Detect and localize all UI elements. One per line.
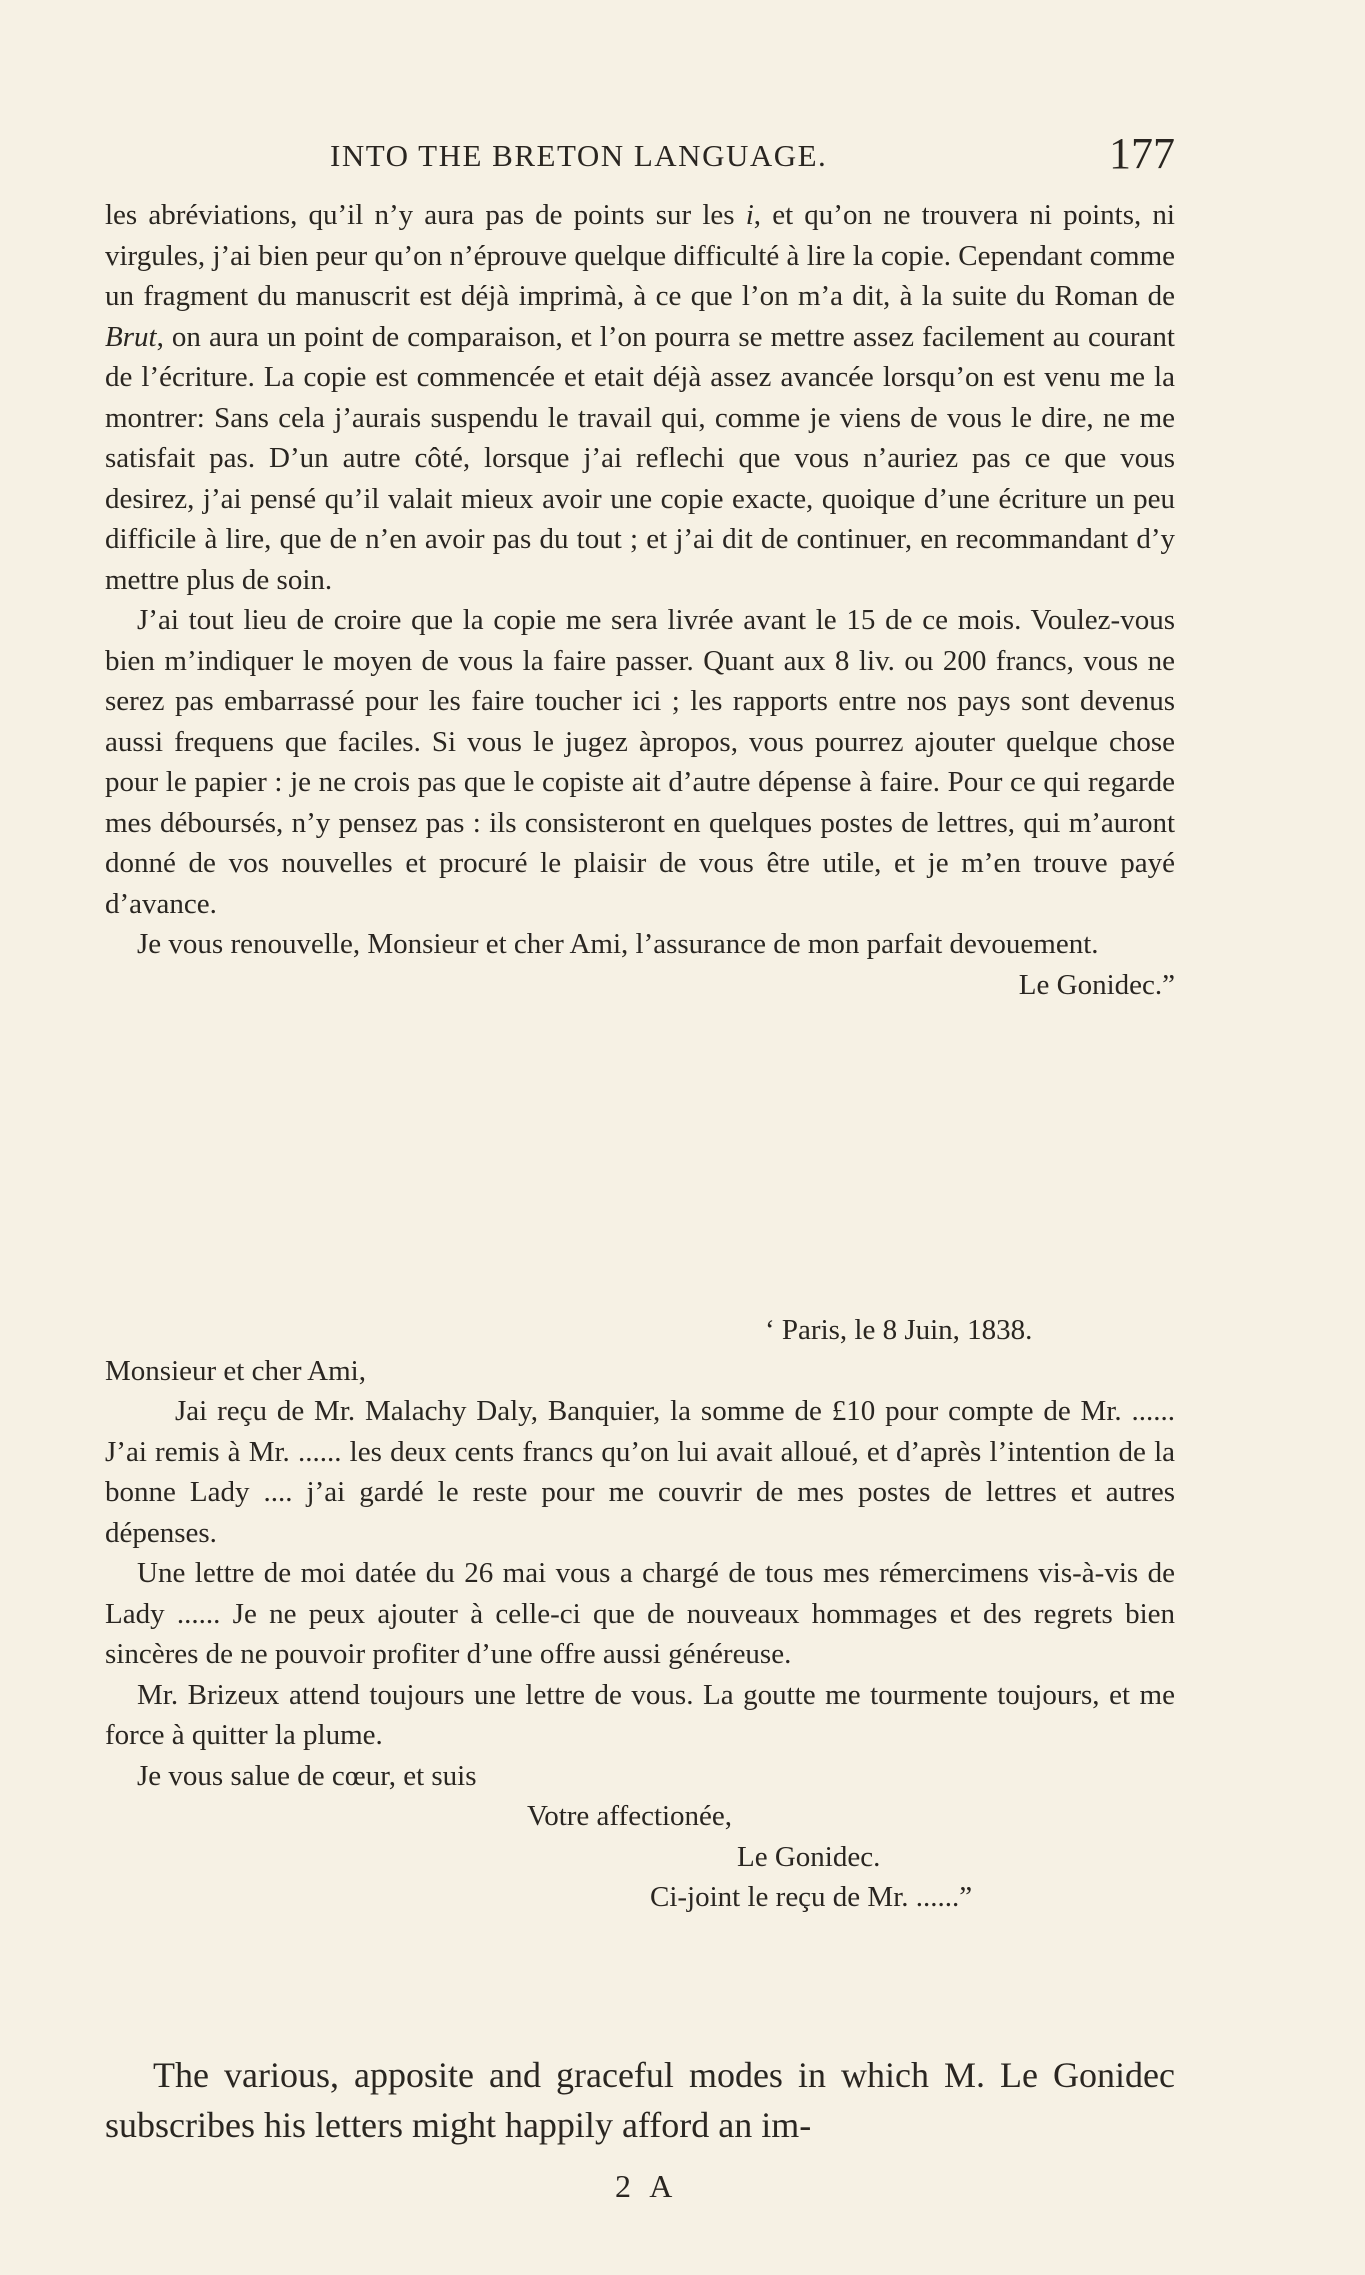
signature-mark: 2 A bbox=[615, 2168, 679, 2204]
page-number: 177 bbox=[1109, 129, 1175, 178]
dateline: ‘ Paris, le 8 Juin, 1838. bbox=[765, 1314, 1033, 1346]
paragraph: Jai reçu de Mr. Malachy Daly, Banquier, la somme de £10 pour compte de Mr. ...... J’ai remis à Mr. ...... les deux cents francs qu’on lui avait alloué, et d’après l’intention de la bonne Lady .... j’ai gardé le reste pour me couvrir de mes postes de lettres et autres dépenses. bbox=[105, 1395, 1175, 1549]
paragraph: Mr. Brizeux attend toujours une lettre de vous. La goutte me tourmente toujours, et me force à quitter la plume. bbox=[105, 1678, 1175, 1751]
letter-signature: Le Gonidec.” bbox=[1018, 968, 1175, 1001]
sign-line: Ci-joint le reçu de Mr. ......” bbox=[650, 1881, 973, 1913]
sign-line: Le Gonidec. bbox=[737, 1840, 881, 1873]
page-header bbox=[105, 128, 1175, 178]
running-head: INTO THE BRETON LANGUAGE. bbox=[330, 138, 828, 173]
narrative-paragraph bbox=[105, 2050, 1175, 2150]
sign-line: Votre affectionée, bbox=[527, 1800, 733, 1832]
paragraph: les abréviations, qu’il n’y aura pas de points sur les i, et qu’on ne trouvera ni points, ni virgules, j’ai bien peur qu’on n’éprouve quelque difficulté à lire la copie. Cependant comme un fragment du manuscrit est déjà imprimà, à ce que l’on m’a dit, à la suite du Roman de Brut, on aura un point de comparaison, et l’on pourra se mettre assez facilement au courant de l’écriture. La copie est commencée et etait déjà assez avancée lorsqu’on est venu me la montrer: Sans cela j’aurais suspendu le travail qui, comme je viens de vous le dire, ne me satisfait pas. D’un autre côté, lorsque j’ai reflechi que vous n’auriez pas ce que vous desirez, j’ai pensé qu’il valait mieux avoir une copie exacte, quoique d’une écriture un peu difficile à lire, que de n’en avoir pas du tout ; et j’ai dit de continuer, en recommandant d’y mettre plus de soin. bbox=[105, 199, 1175, 596]
paragraph: Je vous renouvelle, Monsieur et cher Ami, l’assurance de mon parfait devouement. bbox=[137, 928, 1099, 960]
paragraph: The various, apposite and graceful modes in which M. Le Gonidec subscribes his letters might happily afford an im- bbox=[105, 2055, 1175, 2145]
paragraph: J’ai tout lieu de croire que la copie me sera livrée avant le 15 de ce mois. Voulez-vous bien m’indiquer le moyen de vous la faire passer. Quant aux 8 liv. ou 200 francs, vous ne serez pas embarrassé pour les faire toucher ici ; les rapports entre nos pays sont devenus aussi frequens que faciles. Si vous le jugez àpropos, vous pourrez ajouter quelque chose pour le papier : je ne crois pas que le copiste ait d’autre dépense à faire. Pour ce qui regarde mes déboursés, n’y pensez pas : ils consisteront en quelques postes de lettres, qui m’auront donné de vos nouvelles et procuré le plaisir de vous être utile, et je m’en trouve payé d’avance. bbox=[105, 604, 1175, 920]
letter-paris bbox=[105, 1310, 1175, 1918]
salutation: Monsieur et cher Ami, bbox=[105, 1354, 366, 1387]
closing: Je vous salue de cœur, et suis bbox=[137, 1759, 477, 1792]
paragraph: Une lettre de moi datée du 26 mai vous a chargé de tous mes rémercimens vis-à-vis de Lady ...... Je ne peux ajouter à celle-ci que de nouveaux hommages et des regrets bien sincères de ne pouvoir profiter d’une offre aussi généreuse. bbox=[105, 1557, 1175, 1670]
letter-continuation bbox=[105, 195, 1175, 1005]
